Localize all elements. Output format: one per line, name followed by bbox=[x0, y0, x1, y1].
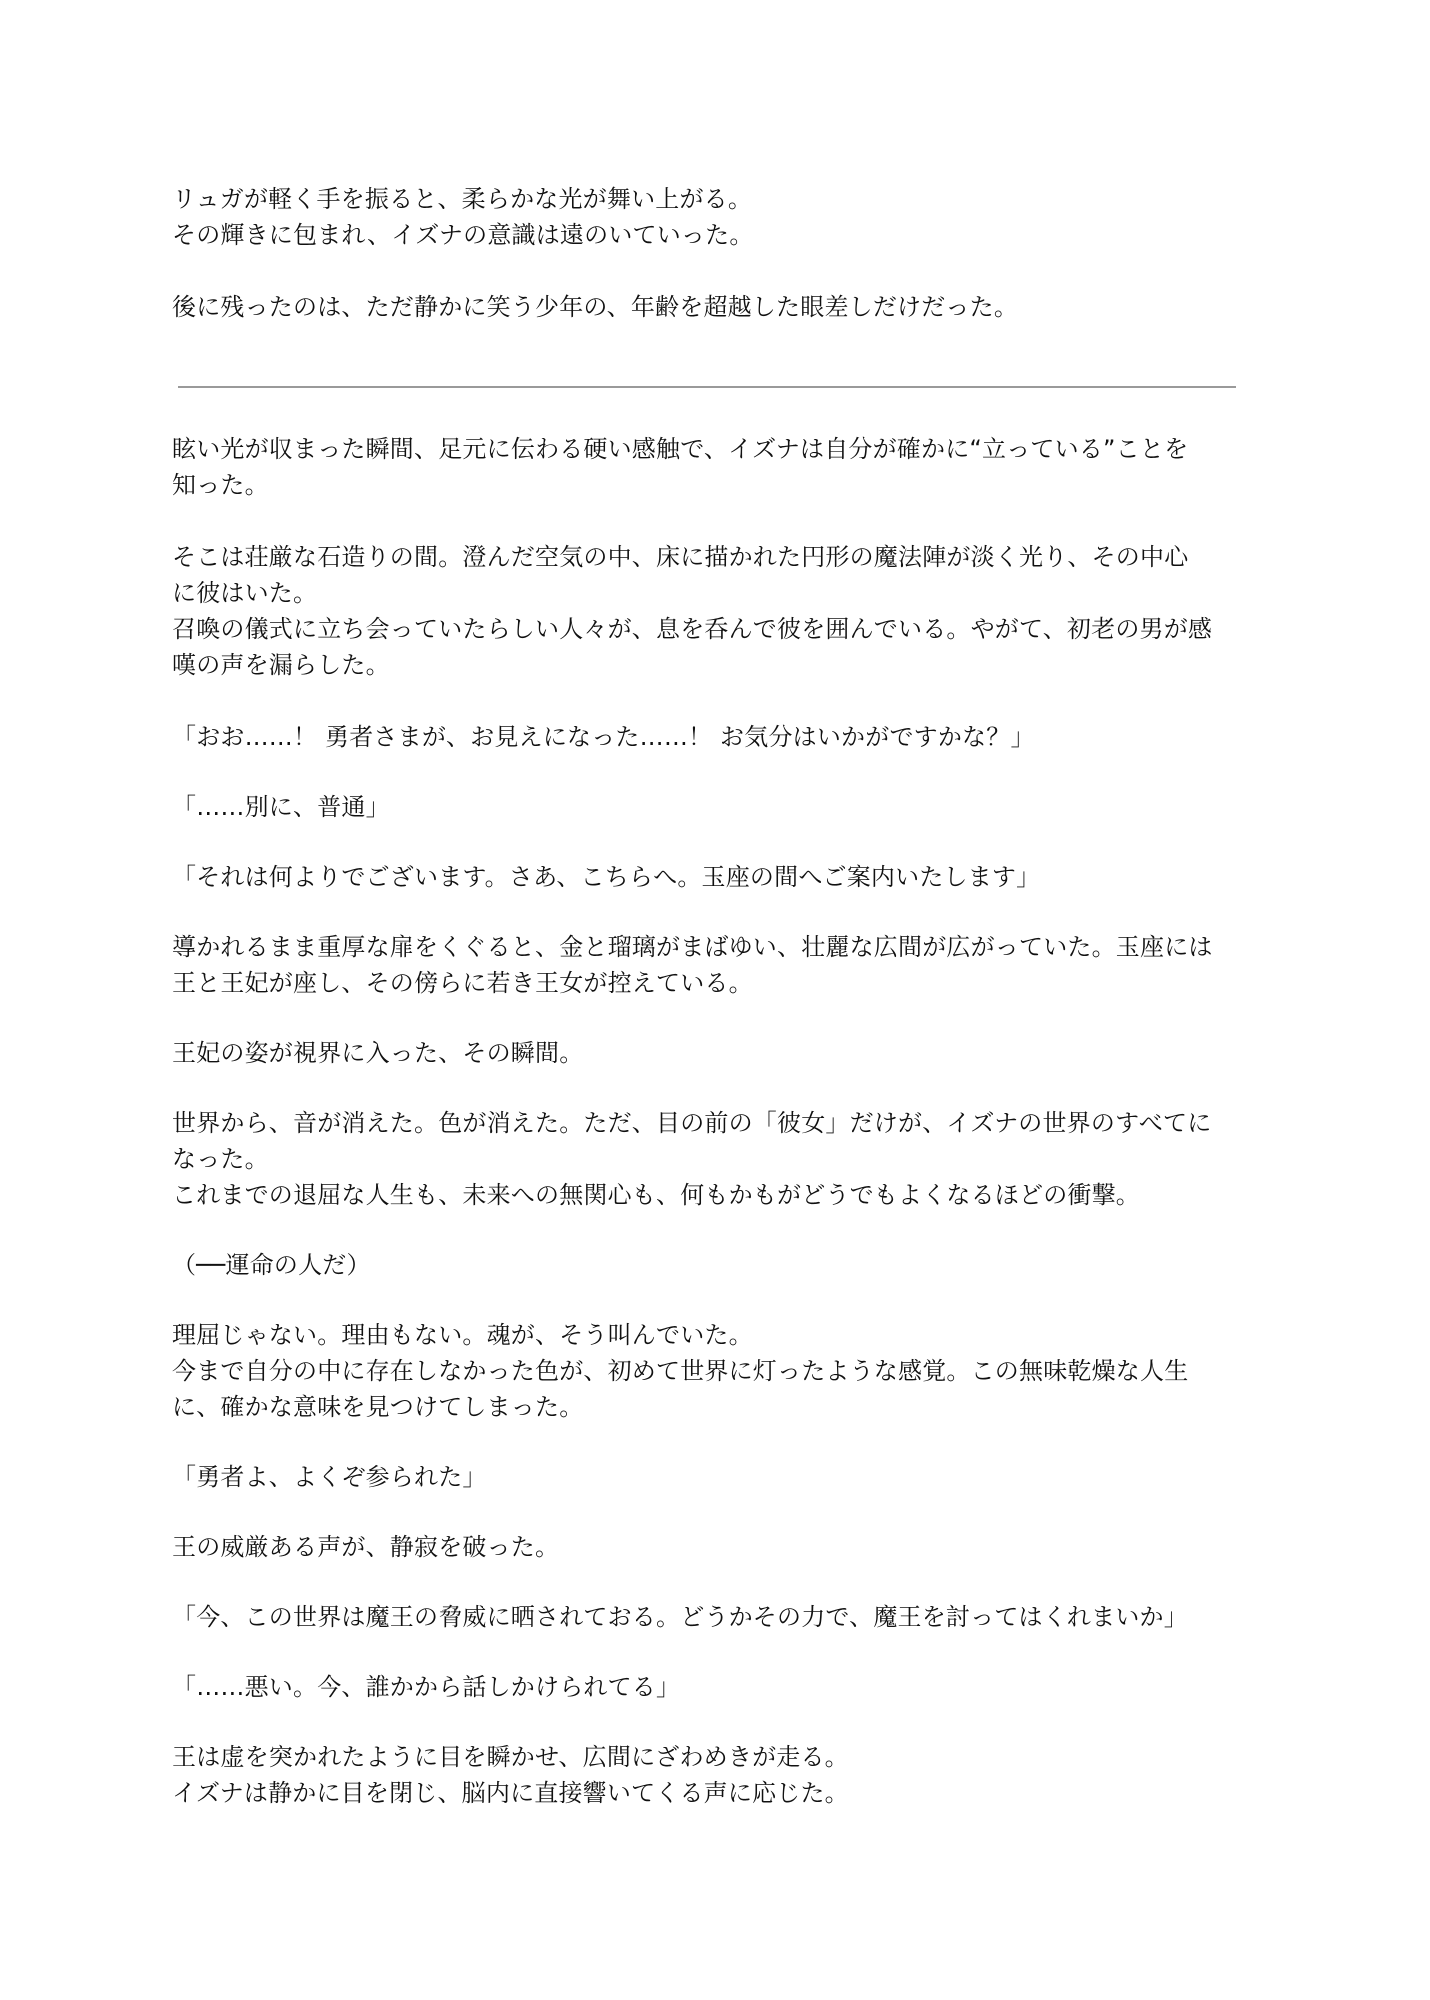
text-line: に、確かな意味を見つけてしまった。 bbox=[172, 1393, 584, 1421]
text-line: 導かれるまま重厚な扉をくぐると、金と瑠璃がまばゆい、壮麗な広間が広がっていた。玉座には bbox=[172, 933, 1213, 961]
text-line: 召喚の儀式に立ち会っていたらしい人々が、息を呑んで彼を囲んでいる。やがて、初老の男が感 bbox=[172, 615, 1213, 643]
text-line: 王と王妃が座し、その傍らに若き王女が控えている。 bbox=[172, 969, 753, 997]
dialogue-line: 「勇者よ、よくぞ参られた」 bbox=[172, 1463, 487, 1491]
thought-line: （──運命の人だ） bbox=[172, 1251, 371, 1279]
text-line: その輝きに包まれ、イズナの意識は遠のいていった。 bbox=[172, 221, 754, 249]
text-line: これまでの退屈な人生も、未来への無関心も、何もかもがどうでもよくなるほどの衝撃。 bbox=[172, 1181, 1140, 1209]
text-line: 知った。 bbox=[172, 471, 269, 499]
text-line: なった。 bbox=[172, 1145, 269, 1173]
text-line: そこは荘厳な石造りの間。澄んだ空気の中、床に描かれた円形の魔法陣が淡く光り、その中心 bbox=[172, 543, 1189, 571]
text-line: 王妃の姿が視界に入った、その瞬間。 bbox=[172, 1039, 584, 1067]
dialogue-line: 「……別に、普通」 bbox=[172, 793, 390, 821]
text-line: 後に残ったのは、ただ静かに笑う少年の、年齢を超越した眼差しだけだった。 bbox=[172, 293, 1019, 321]
dialogue-line: 「今、この世界は魔王の脅威に晒されておる。どうかその力で、魔王を討ってはくれまいか」 bbox=[172, 1603, 1188, 1631]
text-line: 嘆の声を漏らした。 bbox=[172, 651, 390, 679]
text-line: イズナは静かに目を閉じ、脳内に直接響いてくる声に応じた。 bbox=[172, 1779, 849, 1807]
dialogue-line: 「おお……！ 勇者さまが、お見えになった……！ お気分はいかがですかな？」 bbox=[172, 723, 1035, 751]
text-line: に彼はいた。 bbox=[172, 579, 318, 607]
text-line: 王の威厳ある声が、静寂を破った。 bbox=[172, 1533, 560, 1561]
text-line: 王は虚を突かれたように目を瞬かせ、広間にざわめきが走る。 bbox=[172, 1743, 849, 1771]
text-line: 眩い光が収まった瞬間、足元に伝わる硬い感触で、イズナは自分が確かに“立っている”ことを bbox=[172, 435, 1189, 463]
text-line: リュガが軽く手を振ると、柔らかな光が舞い上がる。 bbox=[172, 185, 753, 213]
text-line: 今まで自分の中に存在しなかった色が、初めて世界に灯ったような感覚。この無味乾燥な人生 bbox=[172, 1357, 1189, 1385]
dialogue-line: 「それは何よりでございます。さあ、こちらへ。玉座の間へご案内いたします」 bbox=[172, 863, 1041, 891]
text-line: 理屈じゃない。理由もない。魂が、そう叫んでいた。 bbox=[172, 1321, 753, 1349]
section-divider bbox=[178, 386, 1236, 388]
dialogue-line: 「……悪い。今、誰かから話しかけられてる」 bbox=[172, 1673, 681, 1701]
text-line: 世界から、音が消えた。色が消えた。ただ、目の前の「彼女」だけが、イズナの世界のすべてに bbox=[172, 1109, 1212, 1137]
